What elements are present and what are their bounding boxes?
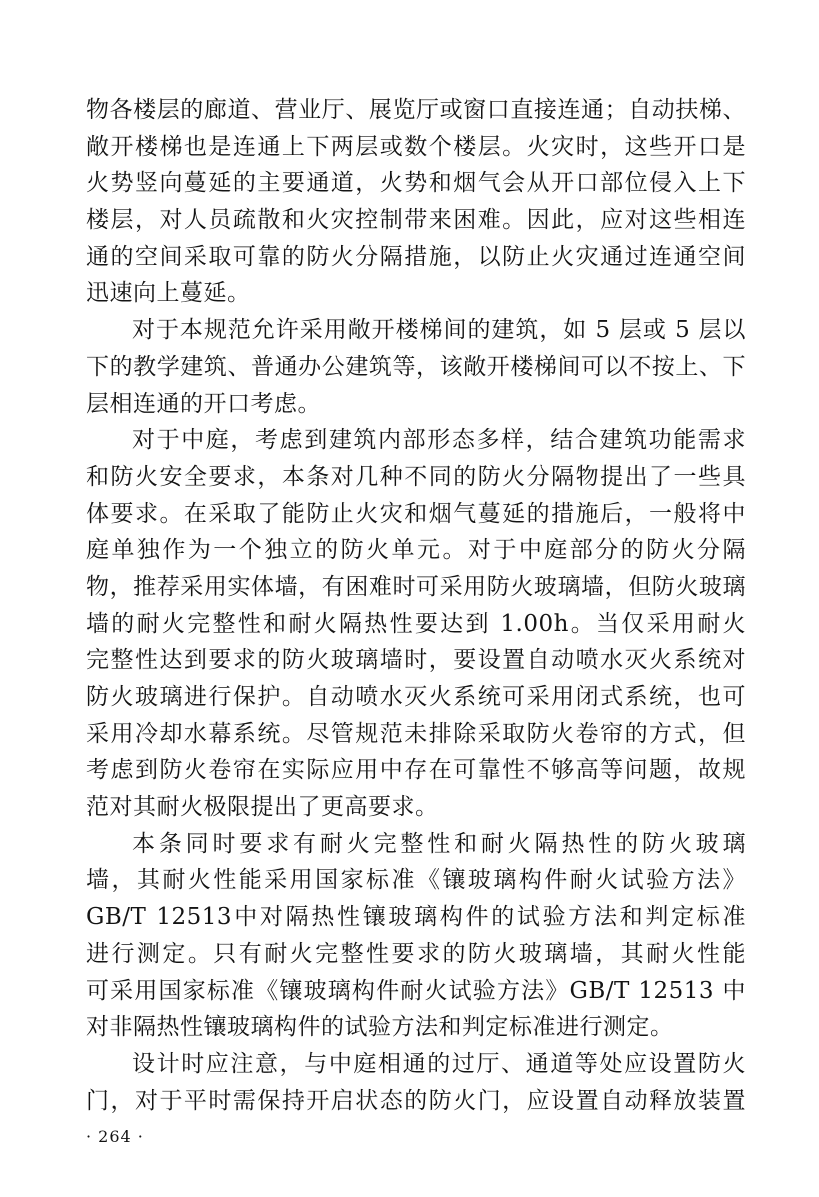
text-line: 范对其耐火极限提出了更高要求。	[86, 794, 439, 821]
text-line: 对于中庭，考虑到建筑内部形态多样，结合建筑功能需求	[132, 427, 746, 454]
text-line: 敞开楼梯也是连通上下两层或数个楼层。火灾时，这些开口是	[86, 133, 746, 160]
text-line: 物各楼层的廊道、营业厅、展览厅或窗口直接连通；自动扶梯、	[86, 97, 746, 123]
text-line: 楼层，对人员疏散和火灾控制带来困难。因此，应对这些相连	[86, 207, 746, 234]
paragraph	[86, 92, 746, 312]
text-line: 墙，其耐火性能采用国家标准《镶玻璃构件耐火试验方法》	[86, 867, 746, 894]
text-line: 考虑到防火卷帘在实际应用中存在可靠性不够高等问题，故规	[86, 757, 746, 784]
text-line: 物，推荐采用实体墙，有困难时可采用防火玻璃墙，但防火玻璃	[86, 573, 746, 600]
paragraph	[86, 826, 746, 1046]
text-line: 下的教学建筑、普通办公建筑等，该敞开楼梯间可以不按上、下	[86, 353, 746, 380]
text-line: 进行测定。只有耐火完整性要求的防火玻璃墙，其耐火性能	[86, 940, 746, 967]
text-line: 对非隔热性镶玻璃构件的试验方法和判定标准进行测定。	[86, 1014, 674, 1041]
text-line: 迅速向上蔓延。	[86, 280, 251, 307]
text-line: 层相连通的开口考虑。	[86, 390, 321, 417]
text-line: 完整性达到要求的防火玻璃墙时，要设置自动喷水灭火系统对	[86, 647, 746, 674]
body-text	[86, 92, 746, 1119]
text-line: 庭单独作为一个独立的防火单元。对于中庭部分的防火分隔	[86, 537, 746, 564]
text-line: 防火玻璃进行保护。自动喷水灭火系统可采用闭式系统，也可	[86, 684, 746, 710]
text-line: 墙的耐火完整性和耐火隔热性要达到 1.00h。当仅采用耐火	[86, 610, 746, 637]
text-line: 对于本规范允许采用敞开楼梯间的建筑，如 5 层或 5 层以	[132, 317, 746, 344]
text-line: 可采用国家标准《镶玻璃构件耐火试验方法》GB/T 12513 中	[86, 977, 746, 1004]
text-line: 体要求。在采取了能防止火灾和烟气蔓延的措施后，一般将中	[86, 500, 746, 527]
text-line: 火势竖向蔓延的主要通道，火势和烟气会从开口部位侵入上下	[86, 170, 746, 197]
paragraph	[86, 422, 746, 826]
text-line: 和防火安全要求，本条对几种不同的防火分隔物提出了一些具	[86, 463, 746, 490]
text-line: 门，对于平时需保持开启状态的防火门，应设置自动释放装置	[86, 1087, 746, 1114]
text-line: 通的空间采取可靠的防火分隔措施，以防止火灾通过连通空间	[86, 243, 746, 270]
text-line: 设计时应注意，与中庭相通的过厅、通道等处应设置防火	[132, 1050, 746, 1077]
paragraph	[86, 312, 746, 422]
text-line: GB/T 12513中对隔热性镶玻璃构件的试验方法和判定标准	[86, 904, 746, 931]
text-line: 采用冷却水幕系统。尽管规范未排除采取防火卷帘的方式，但	[86, 720, 746, 747]
text-line: 本条同时要求有耐火完整性和耐火隔热性的防火玻璃	[132, 830, 746, 857]
page-number: · 264 ·	[86, 1127, 144, 1146]
paragraph	[86, 1046, 746, 1119]
